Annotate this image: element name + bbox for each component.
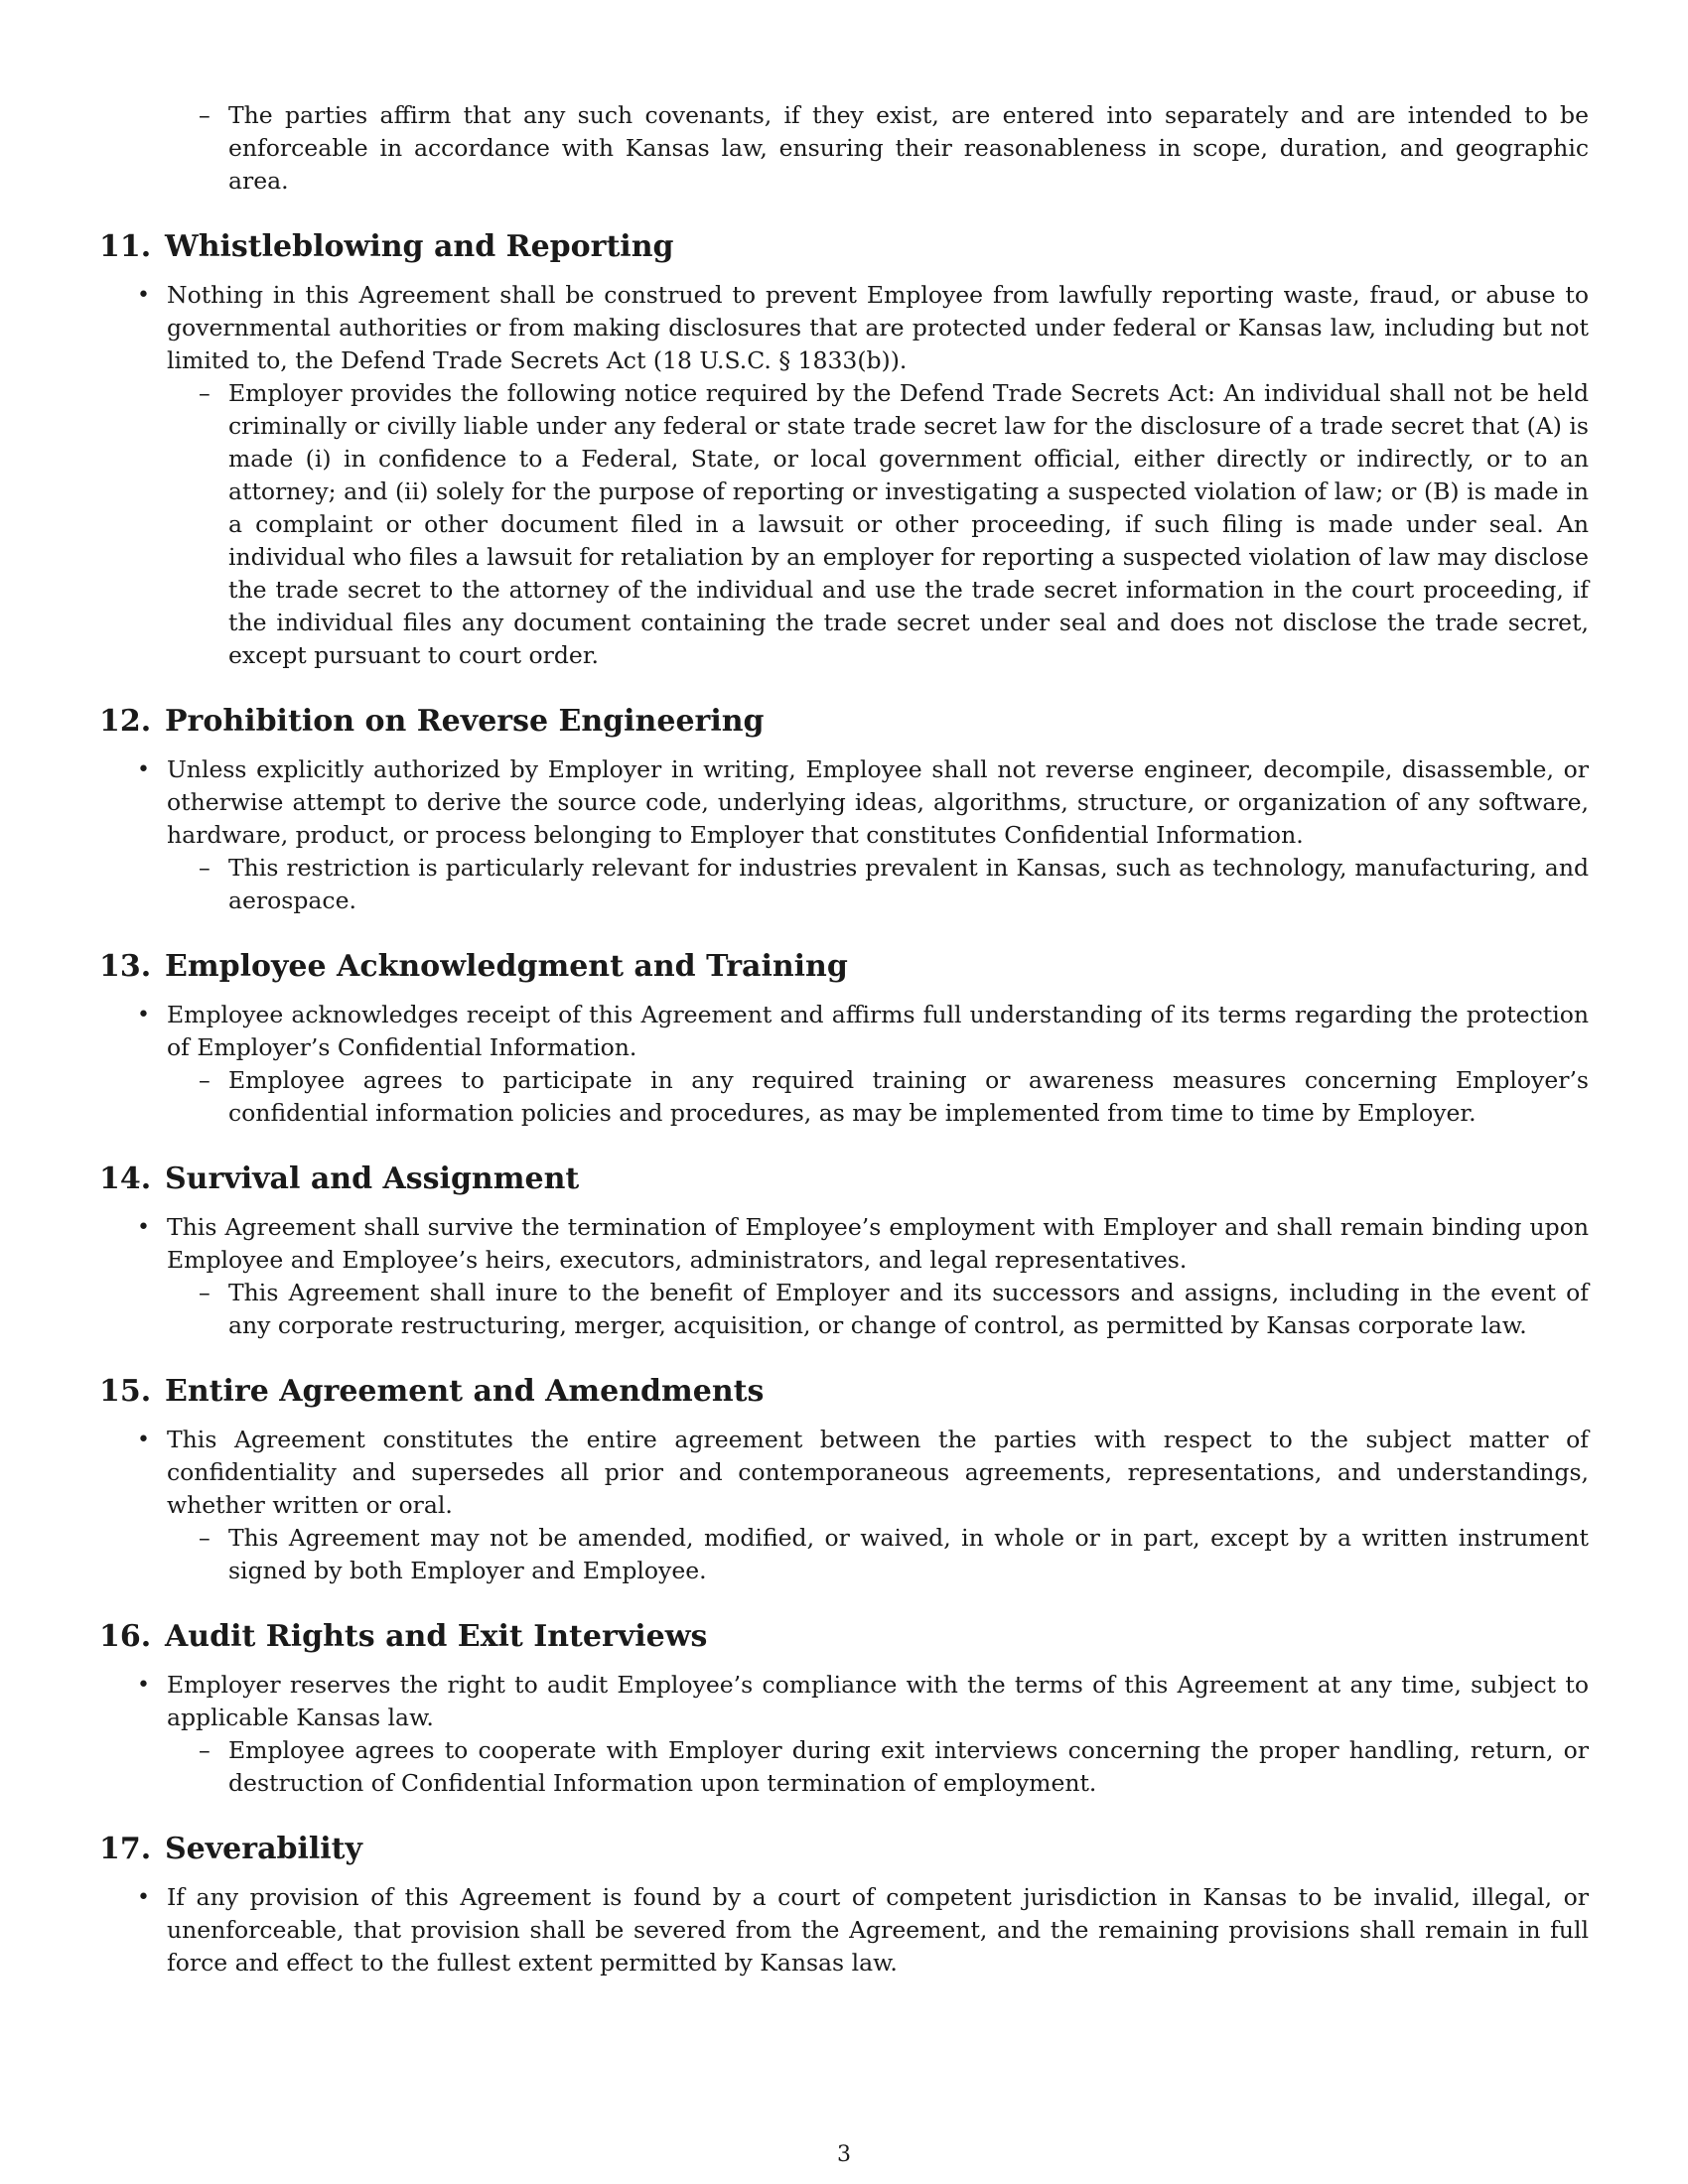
section-title: Whistleblowing and Reporting (165, 229, 674, 264)
section-16 (99, 1617, 1589, 1800)
dash-text: Employer provides the following notice required by the Defend Trade Secrets Act: An individual shall not be held criminally or civilly liable under any federal or state trade secret law for the disclosure of a trade secret that (A) is made (i) in confidence to a Federal, State, or local government official, either directly or indirectly, or to an attorney; and (ii) solely for the purpose of reporting or investigating a suspected violation of law; or (B) is made in a complaint or other document filed in a lawsuit or other proceeding, if such filing is made under seal. An individual who files a lawsuit for retaliation by an employer for reporting a suspected violation of law may disclose the trade secret to the attorney of the individual and use the trade secret information in the court proceeding, if the individual files any document containing the trade secret under seal and does not disclose the trade secret, except pursuant to court order. (228, 379, 1589, 669)
dash-marker: – (199, 101, 211, 129)
bullet-text: Unless explicitly authorized by Employer in writing, Employee shall not reverse engineer, decompile, disassemble, or otherwise attempt to derive the source code, underlying ideas, algorithms, structure, or organization of any software, hardware, product, or process belonging to Employer that constitutes Confidential Information. (167, 755, 1589, 849)
section-title: Prohibition on Reverse Engineering (165, 704, 765, 739)
dash-item (99, 1064, 1589, 1130)
bullet-text: Nothing in this Agreement shall be construed to prevent Employee from lawfully reporting waste, fraud, or abuse to governmental authorities or from making disclosures that are protected under federal or Kansas law, including but not limited to, the Defend Trade Secrets Act (18 U.S.C. § 1833(b)). (167, 281, 1589, 374)
section-number: 13. (99, 949, 152, 984)
section-number: 14. (99, 1161, 152, 1196)
bullet-item (99, 999, 1589, 1064)
bullet-marker: • (137, 757, 150, 782)
dash-item (99, 1522, 1589, 1587)
section-number: 11. (99, 229, 152, 264)
section-heading (99, 947, 1589, 987)
section-number: 16. (99, 1619, 152, 1654)
bullet-item (99, 1669, 1589, 1734)
bullet-text: If any provision of this Agreement is found by a court of competent jurisdiction in Kansas to be invalid, illegal, or unenforceable, that provision shall be severed from the Agreement, and the remaining provisions shall remain in full force and effect to the fullest extent permitted by Kansas law. (167, 1883, 1589, 1977)
bullet-marker: • (137, 1673, 150, 1698)
section-title: Entire Agreement and Amendments (165, 1374, 765, 1409)
section-number: 15. (99, 1374, 152, 1409)
dash-text: This restriction is particularly relevant for industries prevalent in Kansas, such as technology, manufacturing, and aerospace. (228, 854, 1589, 914)
section-heading (99, 702, 1589, 742)
dash-item (99, 852, 1589, 917)
section-title: Audit Rights and Exit Interviews (165, 1619, 708, 1654)
bullet-item (99, 1424, 1589, 1522)
dash-item (99, 1277, 1589, 1342)
bullet-text: This Agreement shall survive the termination of Employee’s employment with Employer and shall remain binding upon Employee and Employee’s heirs, executors, administrators, and legal representatives. (167, 1213, 1589, 1274)
section-number: 12. (99, 704, 152, 739)
dash-text: This Agreement shall inure to the benefit of Employer and its successors and assigns, including in the event of any corporate restructuring, merger, acquisition, or change of control, as permitted by Kansas corporate law. (228, 1279, 1589, 1339)
section-heading (99, 1160, 1589, 1199)
dash-text: Employee agrees to cooperate with Employer during exit interviews concerning the proper handling, return, or destruction of Confidential Information upon termination of employment. (228, 1736, 1589, 1797)
bullet-item (99, 1881, 1589, 1979)
dash-marker: – (199, 854, 211, 882)
dash-marker: – (199, 1524, 211, 1552)
section-number: 17. (99, 1832, 152, 1866)
section-15 (99, 1372, 1589, 1587)
bullet-text: Employer reserves the right to audit Employee’s compliance with the terms of this Agreement at any time, subject to applicable Kansas law. (167, 1671, 1589, 1731)
bullet-marker: • (137, 1885, 150, 1910)
section-17 (99, 1830, 1589, 1979)
section-12 (99, 702, 1589, 917)
bullet-item (99, 279, 1589, 377)
section-heading (99, 227, 1589, 267)
bullet-marker: • (137, 1215, 150, 1240)
intro-dash-item (99, 99, 1589, 198)
section-11 (99, 227, 1589, 672)
page-number: 3 (837, 2142, 851, 2167)
intro-dash-text: The parties affirm that any such covenants, if they exist, are entered into separately and are intended to be enforceable in accordance with Kansas law, ensuring their reasonableness in scope, duration, and geographic area. (228, 101, 1589, 195)
dash-item (99, 1734, 1589, 1800)
dash-marker: – (199, 1066, 211, 1094)
bullet-item (99, 753, 1589, 852)
bullet-marker: • (137, 283, 150, 308)
dash-text: This Agreement may not be amended, modified, or waived, in whole or in part, except by a written instrument signed by both Employer and Employee. (228, 1524, 1589, 1584)
section-title: Survival and Assignment (165, 1161, 580, 1196)
bullet-text: Employee acknowledges receipt of this Agreement and affirms full understanding of its terms regarding the protection of Employer’s Confidential Information. (167, 1001, 1589, 1061)
dash-item (99, 377, 1589, 672)
section-heading (99, 1830, 1589, 1869)
dash-marker: – (199, 379, 211, 407)
section-heading (99, 1372, 1589, 1412)
section-13 (99, 947, 1589, 1130)
dash-marker: – (199, 1736, 211, 1764)
section-heading (99, 1617, 1589, 1657)
section-14 (99, 1160, 1589, 1342)
dash-text: Employee agrees to participate in any required training or awareness measures concerning Employer’s confidential information policies and procedures, as may be implemented from time to time by Employer. (228, 1066, 1589, 1127)
bullet-item (99, 1211, 1589, 1277)
bullet-marker: • (137, 1428, 150, 1452)
section-title: Severability (165, 1832, 362, 1866)
section-title: Employee Acknowledgment and Training (165, 949, 848, 984)
document-page (99, 99, 1589, 1979)
dash-marker: – (199, 1279, 211, 1306)
bullet-marker: • (137, 1003, 150, 1027)
bullet-text: This Agreement constitutes the entire agreement between the parties with respect to the subject matter of confidentiality and supersedes all prior and contemporaneous agreements, representations, and understandings, whether written or oral. (167, 1426, 1589, 1519)
